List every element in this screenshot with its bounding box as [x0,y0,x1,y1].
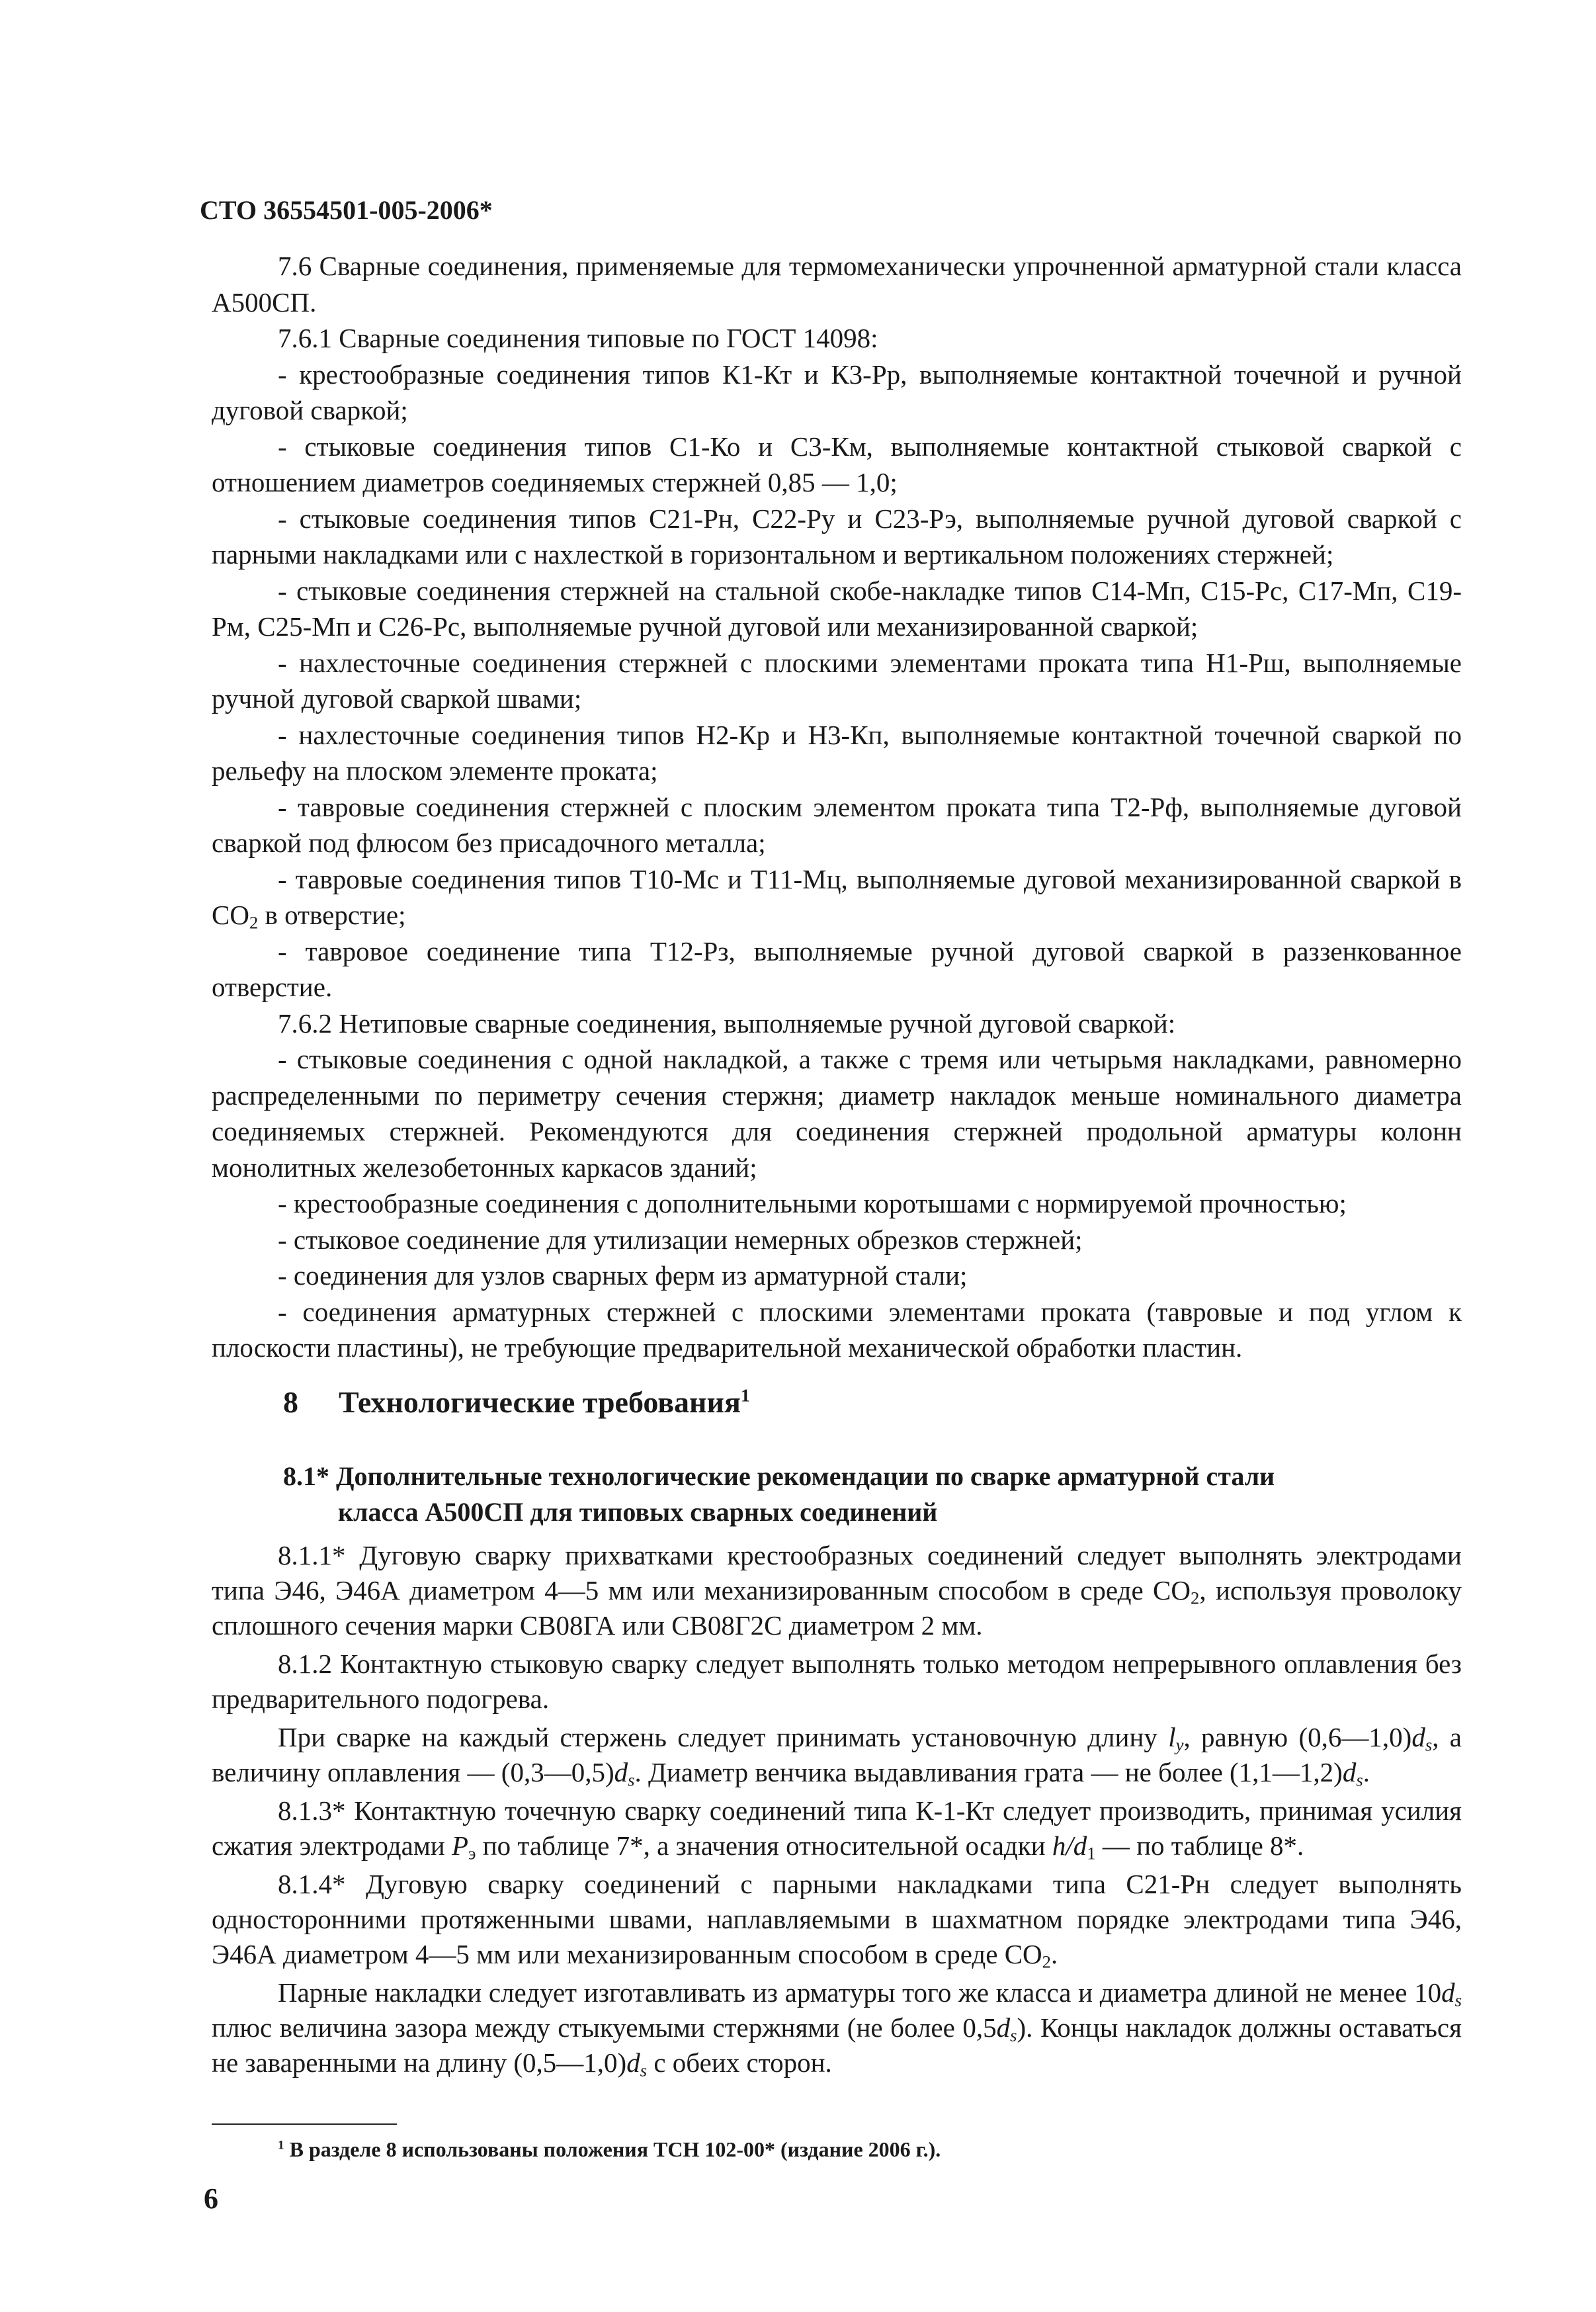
footnote [278,2135,941,2163]
list-item: - соединения арматурных стержней с плоскими элементами проката (тавровые и под углом к плоскости пластины), не требующие предварительной механической обработки пластин. [212,1296,1462,1363]
subsection-8-1-heading [283,1459,1421,1530]
paragraph-text: , а величину оплавления — (0,3—0,5) [212,1722,1462,1787]
subscript: 2 [1191,1588,1200,1608]
paragraph-text: ). Концы накладок должны оставаться не заваренными на длину (0,5—1,0) [212,2012,1462,2078]
paragraph-8-1-4 [212,1867,1462,1972]
list-item-text: - тавровые соединения типов Т10-Мс и Т11-Мц, выполняемые дуговой механизированной сваркой в СО [212,863,1462,930]
list-item: - стыковые соединения с одной накладкой, а также с тремя или четырьмя накладками, равномерно распределенными по периметру сечения стержня; диаметр накладок меньше номинального диаметра соединяемых стержней. Рекомендуются для соединения стержней продольной арматуры колонн монолитных железобетонных каркасов зданий; [212,1044,1462,1183]
section-8-1-body [212,1538,1462,2080]
math-subscript: s [1010,2025,1017,2045]
list-item: - стыковые соединения стержней на стальной скобе-накладке типов С14-Мп, С15-Рс, С17-Мп, С19-Рм, С25-Мп и С26-Рс, выполняемые ручной дуговой или механизированной сваркой; [212,575,1462,642]
footnote-reference: 1 [740,1385,750,1406]
footnote-marker: 1 [278,2138,284,2153]
paragraph-text: — по таблице 8*. [1095,1830,1304,1861]
subscript: 2 [249,912,259,933]
paragraph-setup-length [212,1720,1462,1790]
subsection-title-line1: 8.1* Дополнительные технологические рекомендации по сварке арматурной стали [283,1461,1275,1491]
section-7-6-body [212,248,1462,1366]
paragraph-text: Парные накладки следует изготавливать из арматуры того же класса и диаметра длиной не менее 10 [278,1977,1442,2008]
subscript: 2 [1042,1951,1051,1972]
math-symbol: h/d [1052,1830,1087,1861]
list-item-text: в отверстие; [258,900,406,930]
paragraph-text: , используя проволоку сплошного сечения марки СВ08ГА или СВ08Г2С диаметром 2 мм. [212,1575,1462,1641]
math-subscript: s [640,2060,648,2080]
math-symbol: d [626,2047,640,2078]
math-symbol: P [451,1830,469,1861]
math-symbol: l [1168,1722,1176,1752]
math-symbol: d [1342,1757,1357,1787]
section-number: 8 [283,1385,298,1419]
section-8-heading [283,1383,750,1422]
list-item: - стыковое соединение для утилизации немерных обрезков стержней; [278,1224,1083,1255]
paragraph-7-6-2: 7.6.2 Нетиповые сварные соединения, выполняемые ручной дуговой сваркой: [278,1007,1176,1039]
section-title: Технологические требования [339,1385,741,1419]
list-item: - тавровые соединения стержней с плоским элементом проката типа Т2-Рф, выполняемые дуговой сваркой под флюсом без присадочного металла; [212,791,1462,858]
list-item: - стыковые соединения типов С1-Ко и С3-Км, выполняемые контактной стыковой сваркой с отношением диаметров соединяемых стержней 0,85 — 1,0; [212,431,1462,497]
math-symbol: d [1411,1722,1425,1752]
paragraph-text: 8.1.1* Дуговую сварку прихватками крестообразных соединений следует выполнять электродами типа Э46, Э46А диаметром 4—5 мм или механизированным способом в среде СО [212,1540,1462,1606]
paragraph-7-6: 7.6 Сварные соединения, применяемые для термомеханически упрочненной арматурной стали класса А500СП. [212,251,1462,318]
list-item: - стыковые соединения типов С21-Рн, С22-Ру и С23-Рэ, выполняемые ручной дуговой сваркой с парными накладками или с нахлесткой в горизонтальном и вертикальном положениях стержней; [212,503,1462,570]
paragraph-text: . [1363,1757,1370,1787]
math-symbol: d [996,2012,1011,2043]
footnote-text: В разделе 8 использованы положения ТСН 102-00* (издание 2006 г.). [284,2137,941,2161]
math-subscript: 1 [1087,1843,1096,1863]
list-item: - тавровое соединение типа Т12-Рз, выполняемые ручной дуговой сваркой в раззенкованное отверстие. [212,935,1462,1002]
math-subscript: s [1425,1734,1433,1755]
paragraph-text: При сварке на каждый стержень следует принимать установочную длину [278,1722,1169,1752]
list-item: - нахлесточные соединения стержней с плоскими элементами проката типа Н1-Рш, выполняемые ручной дуговой сваркой швами; [212,647,1462,714]
paragraph-8-1-3 [212,1793,1462,1863]
subsection-title-line2: класса А500СП для типовых сварных соединений [338,1497,938,1527]
paragraph-text: , равную (0,6—1,0) [1183,1722,1412,1752]
math-subscript: y [1175,1734,1184,1755]
footnote-divider [212,2123,397,2125]
math-subscript: s [1356,1770,1363,1790]
paragraph-text: 8.1.4* Дуговую сварку соединений с парными накладками типа С21-Рн следует выполнять односторонними протяженными швами, наплавляемыми в шахматном порядке электродами типа Э46, Э46А диаметром 4—5 мм или механизированным способом в среде СО [212,1869,1462,1969]
paragraph-text: . [1051,1939,1058,1969]
list-item: - нахлесточные соединения типов Н2-Кр и Н3-Кп, выполняемые контактной точечной сваркой по рельефу на плоском элементе проката; [212,719,1462,786]
paragraph-text: 8.1.3* Контактную точечную сварку соединений типа К-1-Кт следует производить, принимая усилия сжатия электродами [212,1795,1462,1861]
paragraph-7-6-1: 7.6.1 Сварные соединения типовые по ГОСТ 14098: [278,323,878,353]
math-symbol: d [1441,1977,1455,2008]
math-subscript: s [628,1770,635,1790]
paragraph-text: по таблице 7*, а значения относительной осадки [476,1830,1052,1861]
math-symbol: d [614,1757,628,1787]
math-subscript: s [1454,1990,1462,2010]
paragraph-text: плюс величина зазора между стыкуемыми стержнями (не более 0,5 [212,2012,997,2043]
paragraph-text: . Диаметр венчика выдавливания грата — не более (1,1—1,2) [634,1757,1343,1787]
paragraph-text: с обеих сторон. [647,2047,832,2078]
paragraph-paired-plates [212,1975,1462,2080]
list-item [212,861,1462,933]
paragraph-8-1-2: 8.1.2 Контактную стыковую сварку следует выполнять только методом непрерывного оплавления без предварительного подогрева. [212,1648,1462,1714]
document-code-header: СТО 36554501-005-2006* [200,195,493,225]
paragraph-8-1-1 [212,1538,1462,1643]
page-number: 6 [204,2182,218,2215]
list-item: - крестообразные соединения с дополнительными коротышами с нормируемой прочностью; [278,1188,1347,1219]
math-subscript: э [468,1843,476,1863]
list-item: - соединения для узлов сварных ферм из арматурной стали; [278,1260,968,1291]
list-item: - крестообразные соединения типов К1-Кт и К3-Рр, выполняемые контактной точечной и ручной дуговой сваркой; [212,359,1462,425]
